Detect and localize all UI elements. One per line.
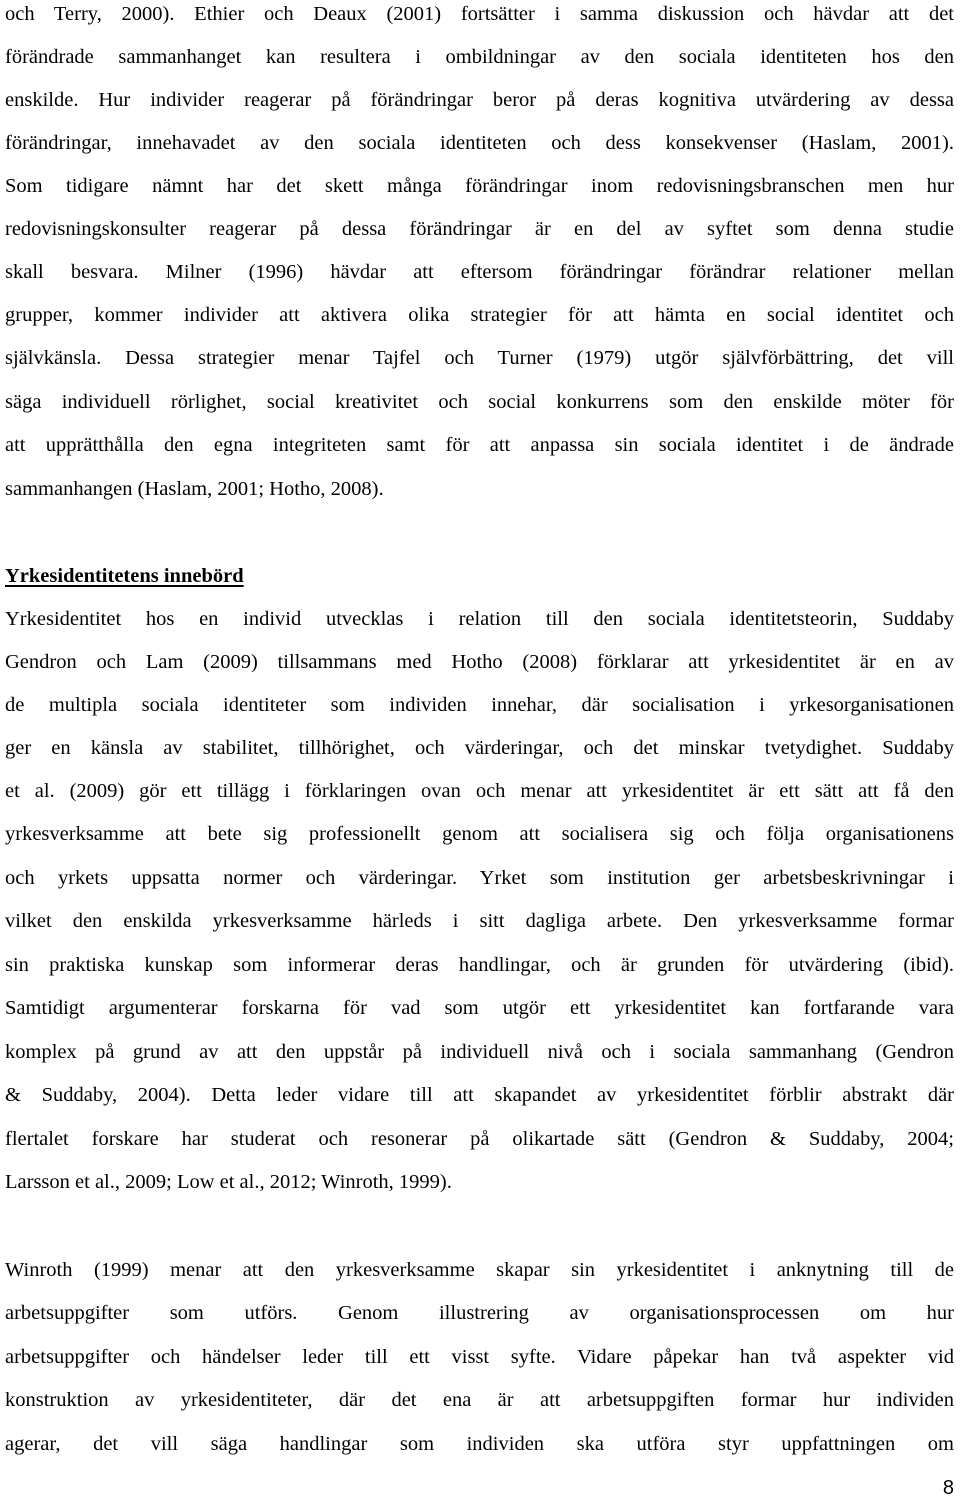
paragraph-1-line: förändrade sammanhanget kan resultera i ombildningar av den sociala identiteten hos den xyxy=(5,46,954,68)
paragraph-2-line: Yrkesidentitet hos en individ utvecklas i relation till den sociala identitetsteorin, Suddaby xyxy=(5,608,954,630)
paragraph-2-line: flertalet forskare har studerat och resonerar på olikartade sätt (Gendron & Suddaby, 2004; xyxy=(5,1128,954,1150)
paragraph-2-line: de multipla sociala identiteter som individen innehar, där socialisation i yrkesorganisationen xyxy=(5,694,954,716)
paragraph-2-line: Gendron och Lam (2009) tillsammans med Hotho (2008) förklarar att yrkesidentitet är en av xyxy=(5,651,954,673)
paragraph-1-line: sammanhangen (Haslam, 2001; Hotho, 2008). xyxy=(5,478,384,500)
section-heading: Yrkesidentitetens innebörd xyxy=(5,565,244,587)
paragraph-3-line: arbetsuppgifter som utförs. Genom illustrering av organisationsprocessen om hur xyxy=(5,1302,954,1324)
paragraph-3-line: konstruktion av yrkesidentiteter, där det ena är att arbetsuppgiften formar hur individen xyxy=(5,1389,954,1411)
paragraph-1-line: skall besvara. Milner (1996) hävdar att eftersom förändringar förändrar relationer mellan xyxy=(5,261,954,283)
paragraph-3-line: agerar, det vill säga handlingar som individen ska utföra styr uppfattningen om xyxy=(5,1433,954,1455)
paragraph-1-line: enskilde. Hur individer reagerar på förändringar beror på deras kognitiva utvärdering av dessa xyxy=(5,89,954,111)
paragraph-2-line: Samtidigt argumenterar forskarna för vad som utgör ett yrkesidentitet kan fortfarande vara xyxy=(5,997,954,1019)
paragraph-2-line: komplex på grund av att den uppstår på individuell nivå och i sociala sammanhang (Gendron xyxy=(5,1041,954,1063)
paragraph-2-line: vilket den enskilda yrkesverksamme härleds i sitt dagliga arbete. Den yrkesverksamme formar xyxy=(5,910,954,932)
paragraph-1-line: att upprätthålla den egna integriteten samt för att anpassa sin sociala identitet i de ändrade xyxy=(5,434,954,456)
paragraph-2-line: et al. (2009) gör ett tillägg i förklaringen ovan och menar att yrkesidentitet är ett sätt att få den xyxy=(5,780,954,802)
paragraph-3-line: Winroth (1999) menar att den yrkesverksamme skapar sin yrkesidentitet i anknytning till de xyxy=(5,1259,954,1281)
paragraph-1-line: förändringar, innehavadet av den sociala identiteten och dess konsekvenser (Haslam, 2001). xyxy=(5,132,954,154)
paragraph-1-line: säga individuell rörlighet, social kreativitet och social konkurrens som den enskilde möter för xyxy=(5,391,954,413)
paragraph-1-line: självkänsla. Dessa strategier menar Tajfel och Turner (1979) utgör självförbättring, det vill xyxy=(5,347,954,369)
paragraph-2-line: och yrkets uppsatta normer och värderingar. Yrket som institution ger arbetsbeskrivningar i xyxy=(5,867,954,889)
paragraph-2-line: sin praktiska kunskap som informerar deras handlingar, och är grunden för utvärdering (ibid). xyxy=(5,954,954,976)
paragraph-1-line: och Terry, 2000). Ethier och Deaux (2001) fortsätter i samma diskussion och hävdar att det xyxy=(5,3,954,25)
paragraph-3-line: arbetsuppgifter och händelser leder till ett visst syfte. Vidare påpekar han två aspekter vid xyxy=(5,1346,954,1368)
paragraph-2-line: Larsson et al., 2009; Low et al., 2012; Winroth, 1999). xyxy=(5,1171,452,1193)
paragraph-1-line: Som tidigare nämnt har det skett många förändringar inom redovisningsbranschen men hur xyxy=(5,175,954,197)
paragraph-2-line: ger en känsla av stabilitet, tillhörighet, och värderingar, och det minskar tvetydighet. Suddaby xyxy=(5,737,954,759)
paragraph-2-line: yrkesverksamme att bete sig professionellt genom att socialisera sig och följa organisationens xyxy=(5,823,954,845)
page-number: 8 xyxy=(942,1477,954,1499)
paragraph-1-line: redovisningskonsulter reagerar på dessa förändringar är en del av syftet som denna studie xyxy=(5,218,954,240)
paragraph-1-line: grupper, kommer individer att aktivera olika strategier för att hämta en social identitet och xyxy=(5,304,954,326)
paragraph-2-line: & Suddaby, 2004). Detta leder vidare till att skapandet av yrkesidentitet förblir abstrakt där xyxy=(5,1084,954,1106)
